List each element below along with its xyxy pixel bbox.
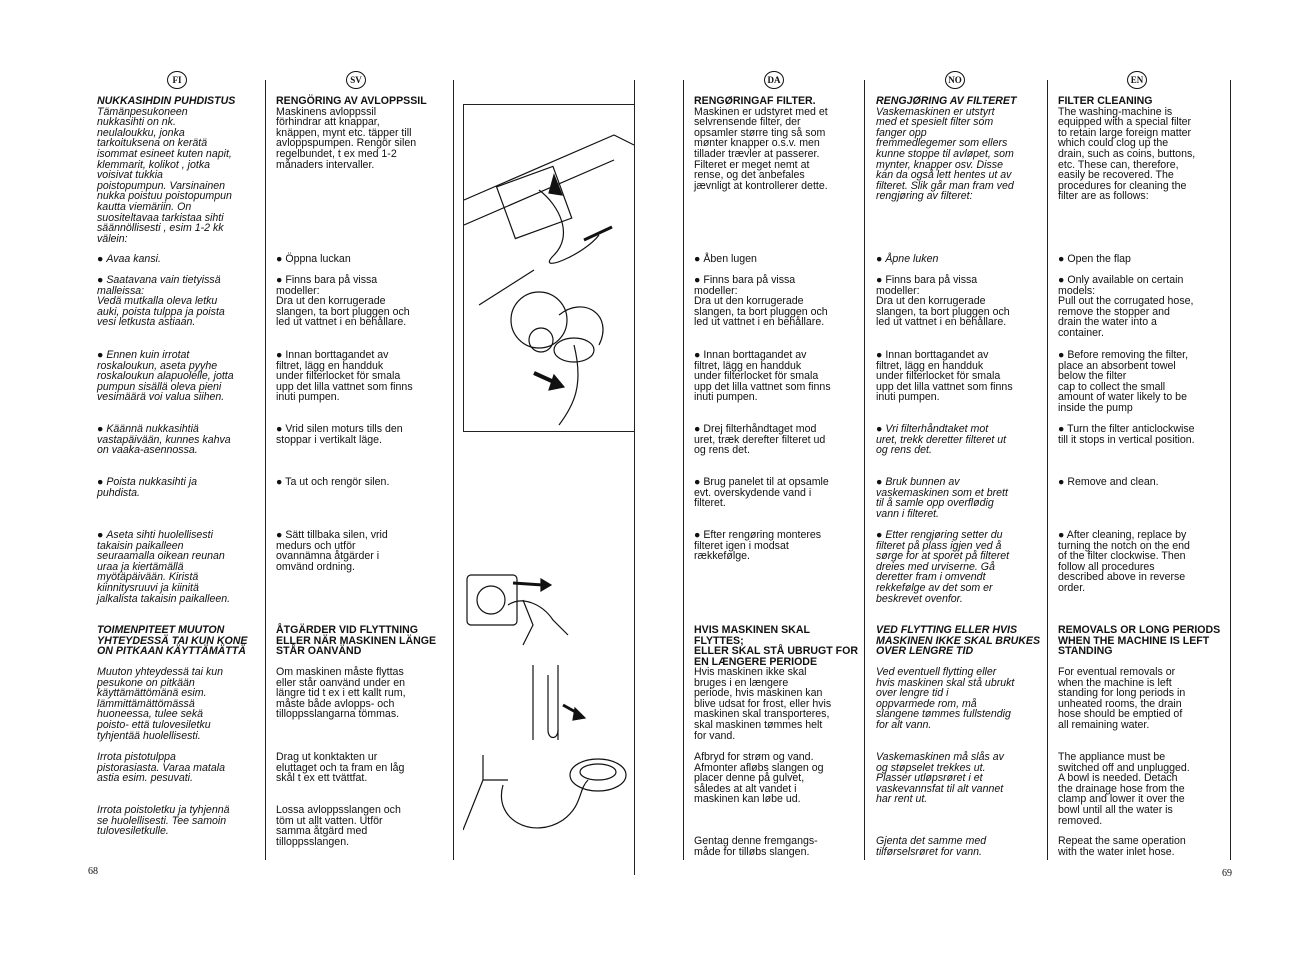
bullet-instruction: ● Åben lugen — [694, 254, 862, 265]
text-block — [694, 530, 862, 562]
text-block — [1058, 424, 1226, 445]
section-heading: REMOVALS OR LONG PERIODS WHEN THE MACHINE IS LEFT STANDING — [1058, 624, 1221, 658]
text-block — [97, 625, 263, 657]
text-block — [276, 667, 446, 720]
text-block — [694, 836, 862, 857]
bullet-instruction: ● Only available on certain models: Pull out the corrugated hose, remove the stopper and drain the water into a container. — [1058, 275, 1226, 339]
text-block — [694, 752, 862, 805]
text-block — [97, 667, 263, 741]
text-block — [276, 530, 446, 572]
text-block — [1058, 477, 1226, 488]
text-block — [276, 275, 446, 328]
paragraph: Muuton yhteydessä tai kun pesukone on pitkään käyttämättömänä esim. lämmittämättömässä huoneessa, tulee sekä poisto- että tulovesiletku tyhjentää huolellisesti. — [97, 666, 224, 742]
text-block — [97, 530, 263, 604]
text-block — [1058, 625, 1226, 657]
text-block — [694, 350, 862, 403]
language-badge-fi: FI — [167, 71, 187, 89]
section-heading: TOIMENPITEET MUUTON YHTEYDESSÄ TAI KUN KONE ON PITKAAN KÄYTTÄMÄTTÄ — [97, 624, 248, 658]
column-divider — [265, 80, 266, 860]
text-block — [97, 752, 263, 784]
text-block — [694, 625, 862, 667]
plug-removal-illustration — [463, 565, 633, 655]
text-block — [694, 424, 862, 456]
paragraph: Afbryd for strøm og vand. Afmonter afløbs slangen og placer denne på gulvet, således at alt vandet i maskinen kan løbe ud. — [694, 751, 824, 806]
text-block — [694, 667, 862, 741]
paragraph: Lossa avloppsslangen och töm ut allt vatten. Utför samma åtgärd med tilloppsslangen. — [276, 804, 401, 848]
text-block — [1058, 275, 1226, 339]
section-heading: NUKKASIHDIN PUHDISTUS — [97, 95, 236, 107]
paragraph: Om maskinen måste flyttas eller står oanvänd under en längre tid t ex i ett kallt rum, måste både avlopps- och tilloppsslangarna tömmas. — [276, 666, 406, 721]
bullet-instruction: ● Remove and clean. — [1058, 477, 1226, 488]
column-divider — [864, 80, 865, 860]
text-block — [876, 752, 1044, 805]
bullet-instruction: ● Vrid silen moturs tills den stoppar i vertikalt läge. — [276, 424, 446, 445]
text-block — [876, 275, 1044, 328]
text-block — [876, 667, 1044, 731]
bullet-instruction: ● Before removing the filter, place an absorbent towel below the filter cap to collect the small amount of water likely to be inside the pump — [1058, 350, 1226, 414]
text-block — [876, 350, 1044, 403]
plug-drawing — [463, 565, 633, 655]
text-block — [876, 96, 1044, 202]
page-number-left: 68 — [88, 866, 98, 877]
text-block — [97, 350, 263, 403]
hose-drawing — [463, 660, 633, 740]
bullet-instruction: ● Sätt tillbaka silen, vrid medurs och utför ovannämna åtgärder i omvänd ordning. — [276, 530, 446, 572]
bullet-instruction: ● Avaa kansi. — [97, 254, 263, 265]
bullet-instruction: ● Ennen kuin irrotat roskaloukun, aseta pyyhe roskaloukun alapuolelle, jotta pumpun sisällä oleva pieni vesimäärä voi valua siihen. — [97, 350, 263, 403]
page-number-right: 69 — [1222, 868, 1232, 879]
text-block — [1058, 752, 1226, 826]
section-heading: VED FLYTTING ELLER HVIS MASKINEN IKKE SKAL BRUKES OVER LENGRE TID — [876, 624, 1041, 658]
text-block — [1058, 530, 1226, 594]
section-heading: RENGÖRING AV AVLOPPSSIL — [276, 95, 427, 107]
text-block — [276, 96, 446, 170]
bullet-instruction: ● Poista nukkasihti ja puhdista. — [97, 477, 263, 498]
paragraph: The washing-machine is equipped with a special filter to retain large foreign matter which could clog up the drain, such as coins, buttons, etc. These can, therefore, easily be recovered. The procedures for cleaning the filter are as follows: — [1058, 105, 1196, 203]
text-block — [276, 625, 446, 657]
column-divider — [453, 80, 454, 860]
bullet-instruction: ● Finns bara på vissa modeller: Dra ut den korrugerade slangen, ta bort pluggen och led ut vattnet i en behållare. — [876, 275, 1044, 328]
text-block — [1058, 254, 1226, 265]
bullet-instruction: ● Innan borttagandet av filtret, lägg en handduk under filterlocket för smala upp det lilla vattnet som finns inuti pumpen. — [876, 350, 1044, 403]
text-block — [876, 254, 1044, 265]
paragraph: Irrota pistotulppa pistorasiasta. Varaa matala astia esim. pesuvati. — [97, 751, 225, 785]
bullet-instruction: ● Open the flap — [1058, 254, 1226, 265]
column-divider — [1047, 80, 1048, 860]
text-block — [97, 275, 263, 328]
column-divider — [683, 80, 684, 860]
bullet-instruction: ● Finns bara på vissa modeller: Dra ut den korrugerade slangen, ta bort pluggen och led ut vattnet i en behållare. — [694, 275, 862, 328]
bullet-instruction: ● Finns bara på vissa modeller: Dra ut den korrugerade slangen, ta bort pluggen och led ut vattnet i en behållare. — [276, 275, 446, 328]
text-block — [876, 424, 1044, 456]
bullet-instruction: ● Ta ut och rengör silen. — [276, 477, 446, 488]
bowl-drawing — [463, 750, 633, 840]
language-badge-en: EN — [1127, 71, 1147, 89]
bullet-instruction: ● Drej filterhåndtaget mod uret, træk derefter filteret ud og rens det. — [694, 424, 862, 456]
text-block — [694, 275, 862, 328]
filter-cleaning-illustration — [463, 104, 635, 432]
language-badge-no: NO — [945, 71, 965, 89]
text-block — [276, 805, 446, 847]
paragraph: Vaskemaskinen må slås av og støpselet trekkes ut. Plasser utløpsrøret i et vaskevannsfat til alt vannet har rent ut. — [876, 751, 1004, 806]
paragraph: Tämänpesukoneen nukkasihti on nk. neulaloukku, jonka tarkoituksena on kerätä isommat esineet kuten napit, klemmarit, kolikot , jotka voisivat tukkia poistopumpun. Varsinainen nukka poistuu poistopumpun kautta viemäriin. On suositeltavaa tarkistaa sihti säännöllisesti , esim 1-2 kk välein: — [97, 105, 232, 245]
bullet-instruction: ● Innan borttagandet av filtret, lägg en handduk under filterlocket för smala upp det lilla vattnet som finns inuti pumpen. — [694, 350, 862, 403]
bullet-instruction: ● Etter rengjøring setter du filteret på plass igjen ved å sørge for at sporet på filteret dreies med urviserne. Gå deretter fram i omvendt rekkefølge av det som er beskrevet ovenfor. — [876, 530, 1044, 604]
paragraph: For eventual removals or when the machine is left standing for long periods in unheated rooms, the drain hose should be emptied of all remaining water. — [1058, 666, 1186, 731]
bullet-instruction: ● Turn the filter anticlockwise till it stops in vertical position. — [1058, 424, 1226, 445]
bullet-instruction: ● Aseta sihti huolellisesti takaisin paikalleen seuraamalla oikean reunan uraa ja kiertämällä myötäpäivään. Kiristä kiinnitysruuvi ja kiinitä jalkalista takaisin paikalleen. — [97, 530, 263, 604]
drain-hose-illustration — [463, 660, 633, 740]
section-heading: ÅTGÄRDER VID FLYTTNING ELLER NÄR MASKINEN LÄNGE STÅR OANVÄND — [276, 624, 437, 658]
text-block — [1058, 96, 1226, 202]
text-block — [694, 477, 862, 509]
bullet-instruction: ● After cleaning, replace by turning the notch on the end of the filter clockwise. Then follow all procedures described above in reverse order. — [1058, 530, 1226, 594]
bullet-instruction: ● Brug panelet til at opsamle evt. overskydende vand i filteret. — [694, 477, 862, 509]
text-block — [97, 477, 263, 498]
language-badge-da: DA — [764, 71, 784, 89]
text-block — [1058, 667, 1226, 731]
section-heading: RENGØRINGAF FILTER. — [694, 95, 816, 107]
bullet-instruction: ● Bruk bunnen av vaskemaskinen som et brett til å samle opp overflødig vann i filteret. — [876, 477, 1044, 519]
bullet-instruction: ● Åpne luken — [876, 254, 1044, 265]
text-block — [276, 254, 446, 265]
section-heading: HVIS MASKINEN SKAL FLYTTES; ELLER SKAL STÅ UBRUGT FOR EN LÆNGERE PERIODE — [694, 624, 859, 668]
text-block — [876, 477, 1044, 519]
text-block — [1058, 350, 1226, 414]
paragraph: Irrota poistoletku ja tyhjennä se huolellisesti. Tee samoin tulovesiletkulle. — [97, 804, 230, 838]
text-block — [276, 477, 446, 488]
text-block — [694, 254, 862, 265]
text-block — [97, 805, 263, 837]
section-heading: FILTER CLEANING — [1058, 95, 1153, 107]
text-block — [97, 424, 263, 456]
bullet-instruction: ● Saatavana vain tietyissä malleissa: Vedä mutkalla oleva letku auki, poista tulppa ja poista vesi letkusta astiaan. — [97, 275, 263, 328]
paragraph: Gjenta det samme med tilførselsrøret for vann. — [876, 835, 987, 858]
text-block — [276, 752, 446, 784]
text-block — [276, 424, 446, 445]
text-block — [276, 350, 446, 403]
paragraph: Gentag denne fremgangs- måde for tilløbs slangen. — [694, 835, 818, 858]
filter-removal-drawing — [464, 105, 634, 431]
paragraph: Maskinens avloppssil förhindrar att knappar, knäppen, mynt etc. täpper till avloppspumpen. Rengör silen regelbundet, t ex med 1-2 månaders intervaller. — [276, 105, 417, 171]
text-block — [97, 96, 263, 244]
paragraph: Repeat the same operation with the water inlet hose. — [1058, 835, 1186, 858]
paragraph: The appliance must be switched off and unplugged. A bowl is needed. Detach the drainage hose from the clamp and lower it over the bowl until all the water is removed. — [1058, 751, 1190, 827]
paragraph: Ved eventuell flytting eller hvis maskinen skal stå ubrukt over lengre tid i oppvarmede rom, må slangene tømmes fullstendig for alt vann. — [876, 666, 1015, 731]
bullet-instruction: ● Efter rengøring monteres filteret igen i modsat rækkefølge. — [694, 530, 862, 562]
bullet-instruction: ● Vri filterhåndtaket mot uret, trekk deretter filteret ut og rens det. — [876, 424, 1044, 456]
language-badge-sv: SV — [346, 71, 366, 89]
text-block — [694, 96, 862, 191]
text-block — [876, 836, 1044, 857]
paragraph: Drag ut konktakten ur eluttaget och ta fram en låg skål t ex ett tvättfat. — [276, 751, 405, 785]
text-block — [876, 530, 1044, 604]
text-block — [97, 254, 263, 265]
paragraph: Vaskemaskinen er utstyrt med et spesielt filter som fanger opp fremmedlegemer som ellers kunne stoppe til avløpet, som mynter, knapper osv. Disse kan da også lett hentes ut av filteret. Slik går man fram ved rengjøring av filteret: — [876, 105, 1014, 203]
text-block — [876, 625, 1044, 657]
column-divider — [1230, 80, 1231, 860]
paragraph: Maskinen er udstyret med et selvrensende filter, der opsamler større ting så som mønter knapper o.s.v. men tillader trævler at passerer. Filteret er meget nemt at rense, og det anbefales jævnligt at kontrollerer dette. — [694, 105, 828, 192]
text-block — [1058, 836, 1226, 857]
bowl-drain-illustration — [463, 750, 633, 840]
bullet-instruction: ● Käännä nukkasihtiä vastapäivään, kunnes kahva on vaaka-asennossa. — [97, 424, 263, 456]
bullet-instruction: ● Innan borttagandet av filtret, lägg en handduk under filterlocket för smala upp det lilla vattnet som finns inuti pumpen. — [276, 350, 446, 403]
section-heading: RENGJØRING AV FILTERET — [876, 95, 1017, 107]
paragraph: Hvis maskinen ikke skal bruges i en længere periode, hvis maskinen kan blive udsat for frost, eller hvis maskinen skal transporteres, skal maskinen tømmes helt for vand. — [694, 666, 832, 742]
bullet-instruction: ● Öppna luckan — [276, 254, 446, 265]
